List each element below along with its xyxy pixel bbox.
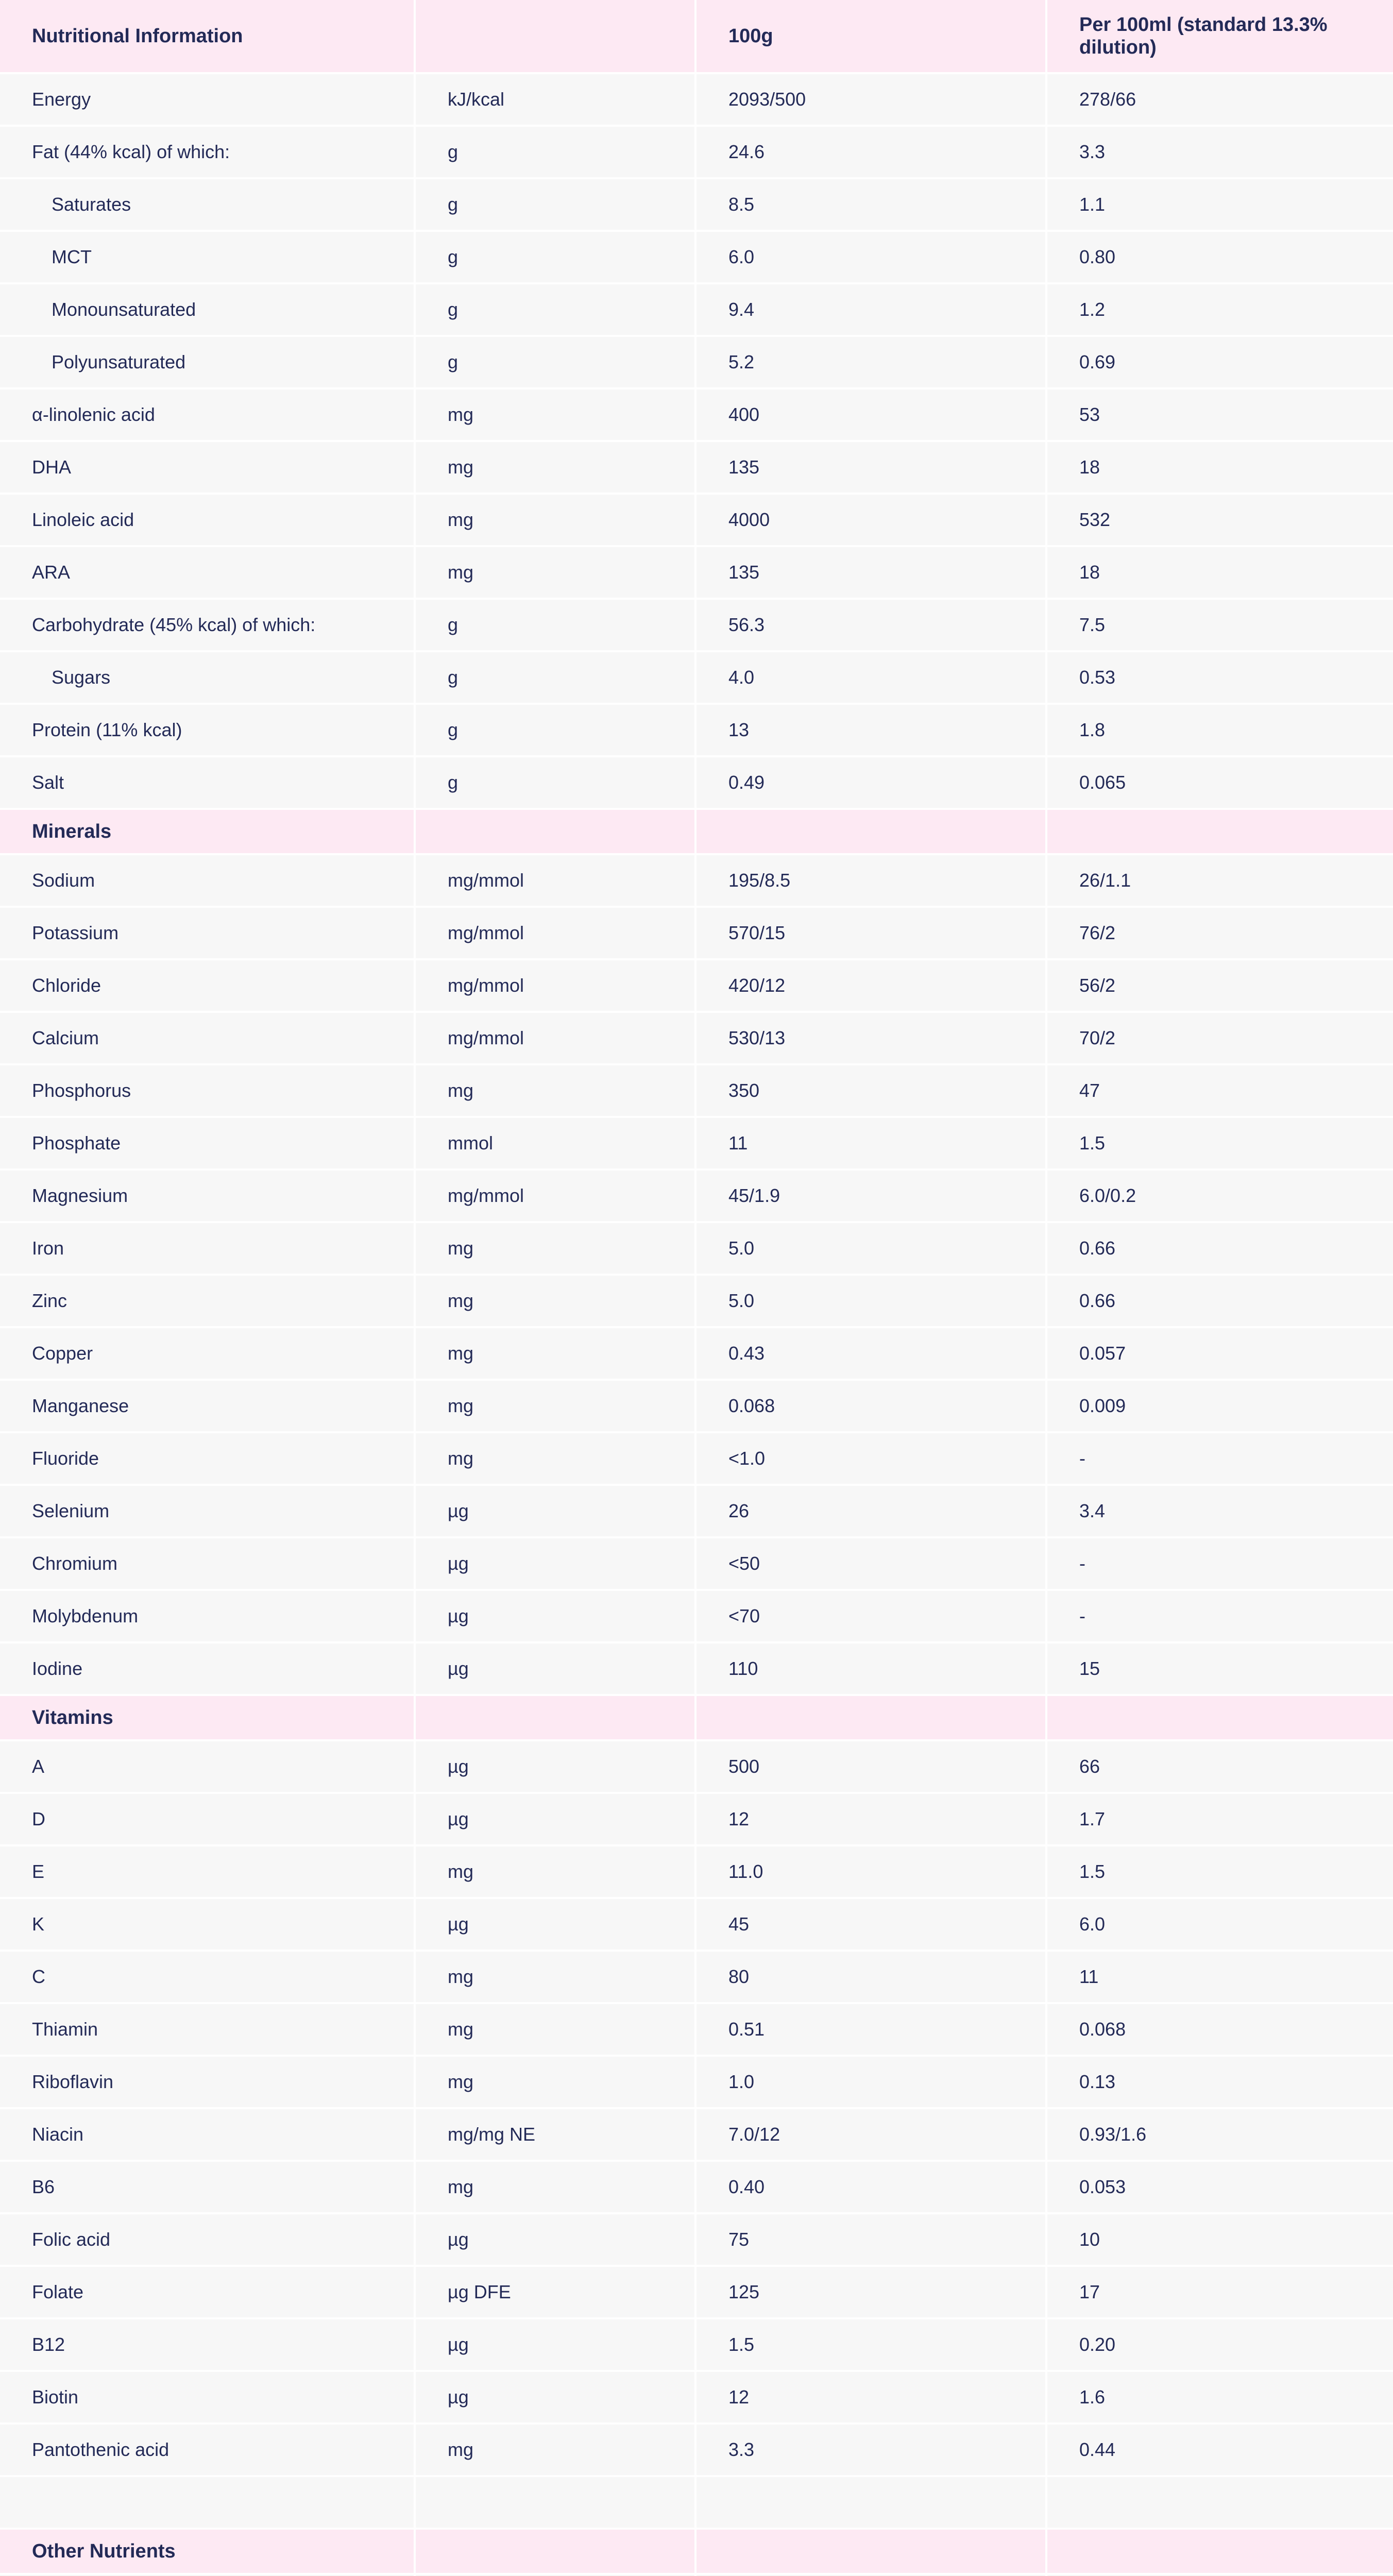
table-row [0,1170,1393,1222]
nutrient-name-cell [0,2476,415,2529]
table-row [0,1222,1393,1275]
nutrient-name-cell: Iodine [0,1642,415,1695]
per-100ml-value-cell: 6.0 [1046,1898,1393,1951]
table-row [0,441,1393,494]
nutrient-name-cell: Iron [0,1222,415,1275]
per-100ml-value-cell: 0.66 [1046,1222,1393,1275]
unit-cell: mg [415,2161,695,2213]
per-100g-value-cell: 110 [695,1642,1046,1695]
per-100g-value-cell: 12 [695,2371,1046,2424]
table-row [0,1537,1393,1590]
unit-cell: µg [415,1898,695,1951]
per-100g-value-cell: 0.43 [695,1327,1046,1380]
per-100ml-value-cell: 47 [1046,1064,1393,1117]
nutrient-name-cell: Riboflavin [0,2056,415,2108]
nutrient-name-cell: Chromium [0,1537,415,1590]
per-100g-value-cell: 9.4 [695,283,1046,336]
unit-cell: mg [415,494,695,546]
per-100ml-value-cell: 0.009 [1046,1380,1393,1432]
per-100ml-value-cell: - [1046,1537,1393,1590]
section-filler-cell [695,1695,1046,1740]
nutrient-name-cell: Thiamin [0,2003,415,2056]
nutrient-name-cell: DHA [0,441,415,494]
unit-cell: µg DFE [415,2266,695,2318]
nutrient-name-cell: Chloride [0,959,415,1012]
section-header-vitamins [0,1695,1393,1740]
per-100g-value-cell [695,2574,1046,2576]
unit-cell: µg [415,1590,695,1642]
per-100g-value-cell: 400 [695,388,1046,441]
nutrient-name-cell: Polyunsaturated [0,336,415,388]
per-100ml-value-cell: 0.44 [1046,2424,1393,2476]
nutrient-name-cell: Molybdenum [0,1590,415,1642]
table-row [0,2371,1393,2424]
nutrient-name-cell: Carbohydrate (45% kcal) of which: [0,599,415,651]
per-100g-value-cell: 125 [695,2266,1046,2318]
per-100g-value-cell: 0.40 [695,2161,1046,2213]
nutrient-name-cell [0,2574,415,2576]
nutrient-name-cell: Saturates [0,178,415,231]
table-row [0,2003,1393,2056]
section-title: Vitamins [0,1695,415,1740]
nutrient-name-cell: Biotin [0,2371,415,2424]
unit-cell: g [415,336,695,388]
unit-cell: mg [415,2424,695,2476]
unit-cell: mg/mmol [415,1012,695,1064]
nutrient-name-cell: B12 [0,2318,415,2371]
unit-cell [415,2574,695,2576]
per-100g-value-cell: 6.0 [695,231,1046,283]
nutrient-name-cell: MCT [0,231,415,283]
per-100ml-value-cell: 3.4 [1046,1485,1393,1537]
table-row [0,1064,1393,1117]
unit-cell: mg/mmol [415,854,695,907]
unit-cell: g [415,283,695,336]
per-100g-value-cell: 135 [695,441,1046,494]
nutrient-name-cell: Phosphate [0,1117,415,1170]
unit-cell [415,2476,695,2529]
section-header-minerals [0,809,1393,854]
per-100g-value-cell: 530/13 [695,1012,1046,1064]
per-100g-value-cell: 5.0 [695,1275,1046,1327]
table-row [0,2213,1393,2266]
blank-row [0,2476,1393,2529]
nutrient-name-cell: Copper [0,1327,415,1380]
table-row [0,546,1393,599]
unit-cell: mg [415,1064,695,1117]
nutrient-name-cell: Energy [0,73,415,126]
nutrient-name-cell: Phosphorus [0,1064,415,1117]
per-100ml-value-cell: 0.20 [1046,2318,1393,2371]
header-per-100g: 100g [695,0,1046,73]
table-header-row [0,0,1393,73]
nutrient-name-cell: Potassium [0,907,415,959]
per-100g-value-cell: 0.49 [695,756,1046,809]
per-100g-value-cell: 11.0 [695,1845,1046,1898]
nutrient-name-cell: D [0,1793,415,1845]
per-100ml-value-cell: 11 [1046,1951,1393,2003]
nutrient-name-cell: Fat (44% kcal) of which: [0,126,415,178]
section-filler-cell [1046,1695,1393,1740]
per-100g-value-cell [695,2476,1046,2529]
unit-cell: mg/mmol [415,959,695,1012]
table-row [0,283,1393,336]
per-100ml-value-cell: 0.93/1.6 [1046,2108,1393,2161]
section-filler-cell [695,809,1046,854]
table-row [0,388,1393,441]
table-row [0,231,1393,283]
unit-cell: g [415,756,695,809]
unit-cell: kJ/kcal [415,73,695,126]
per-100g-value-cell: 420/12 [695,959,1046,1012]
nutrient-name-cell: B6 [0,2161,415,2213]
per-100ml-value-cell [1046,2574,1393,2576]
unit-cell: mg [415,388,695,441]
nutrient-name-cell: Fluoride [0,1432,415,1485]
section-filler-cell [1046,809,1393,854]
nutrient-name-cell: Protein (11% kcal) [0,704,415,756]
per-100g-value-cell: 80 [695,1951,1046,2003]
unit-cell: mg [415,2003,695,2056]
table-row [0,178,1393,231]
header-nutritional-information: Nutritional Information [0,0,415,73]
unit-cell: mg [415,1432,695,1485]
table-row [0,2056,1393,2108]
per-100ml-value-cell: 15 [1046,1642,1393,1695]
table-body [0,73,1393,2576]
unit-cell: µg [415,2371,695,2424]
unit-cell: mg [415,1951,695,2003]
nutrient-name-cell: Magnesium [0,1170,415,1222]
per-100g-value-cell: 56.3 [695,599,1046,651]
per-100ml-value-cell: 0.065 [1046,756,1393,809]
table-row [0,2574,1393,2576]
per-100g-value-cell: <1.0 [695,1432,1046,1485]
per-100ml-value-cell [1046,2476,1393,2529]
per-100ml-value-cell: 56/2 [1046,959,1393,1012]
per-100g-value-cell: 75 [695,2213,1046,2266]
per-100g-value-cell: 7.0/12 [695,2108,1046,2161]
per-100g-value-cell: 2093/500 [695,73,1046,126]
table-row [0,1898,1393,1951]
per-100ml-value-cell: 1.2 [1046,283,1393,336]
unit-cell: g [415,651,695,704]
unit-cell: mg [415,2056,695,2108]
per-100ml-value-cell: 0.053 [1046,2161,1393,2213]
table-row [0,704,1393,756]
header-per-100ml: Per 100ml (standard 13.3% dilution) [1046,0,1393,73]
per-100ml-value-cell: - [1046,1432,1393,1485]
unit-cell: g [415,704,695,756]
unit-cell: mg [415,1845,695,1898]
unit-cell: g [415,231,695,283]
per-100ml-value-cell: 70/2 [1046,1012,1393,1064]
section-filler-cell [695,2529,1046,2574]
table-row [0,1793,1393,1845]
table-row [0,1590,1393,1642]
per-100ml-value-cell: 66 [1046,1740,1393,1793]
unit-cell: µg [415,1537,695,1590]
table-row [0,2108,1393,2161]
unit-cell: g [415,126,695,178]
section-filler-cell [1046,2529,1393,2574]
nutrient-name-cell: Zinc [0,1275,415,1327]
per-100g-value-cell: 1.0 [695,2056,1046,2108]
unit-cell: mg [415,1275,695,1327]
per-100ml-value-cell: 1.6 [1046,2371,1393,2424]
unit-cell: µg [415,2213,695,2266]
unit-cell: mg/mmol [415,907,695,959]
unit-cell: g [415,178,695,231]
section-filler-cell [415,809,695,854]
unit-cell: mg [415,441,695,494]
table-row [0,2266,1393,2318]
per-100g-value-cell: 0.068 [695,1380,1046,1432]
table-row [0,336,1393,388]
per-100ml-value-cell: 76/2 [1046,907,1393,959]
unit-cell: mg/mg NE [415,2108,695,2161]
nutrient-name-cell: Niacin [0,2108,415,2161]
per-100ml-value-cell: 532 [1046,494,1393,546]
per-100g-value-cell: 11 [695,1117,1046,1170]
per-100g-value-cell: 5.0 [695,1222,1046,1275]
table-row [0,1642,1393,1695]
nutrient-name-cell: Salt [0,756,415,809]
table-row [0,1275,1393,1327]
per-100ml-value-cell: 0.66 [1046,1275,1393,1327]
unit-cell: mg [415,1222,695,1275]
nutrient-name-cell: K [0,1898,415,1951]
per-100g-value-cell: 5.2 [695,336,1046,388]
per-100ml-value-cell: 0.068 [1046,2003,1393,2056]
per-100ml-value-cell: - [1046,1590,1393,1642]
nutrient-name-cell: A [0,1740,415,1793]
per-100g-value-cell: <50 [695,1537,1046,1590]
per-100g-value-cell: 500 [695,1740,1046,1793]
per-100ml-value-cell: 1.1 [1046,178,1393,231]
per-100g-value-cell: 12 [695,1793,1046,1845]
unit-cell: µg [415,1740,695,1793]
nutrient-name-cell: Folate [0,2266,415,2318]
nutrient-name-cell: Monounsaturated [0,283,415,336]
per-100g-value-cell: 195/8.5 [695,854,1046,907]
nutrient-name-cell: Selenium [0,1485,415,1537]
table-row [0,1845,1393,1898]
per-100g-value-cell: 8.5 [695,178,1046,231]
table-row [0,2424,1393,2476]
table-row [0,73,1393,126]
per-100ml-value-cell: 7.5 [1046,599,1393,651]
per-100ml-value-cell: 1.7 [1046,1793,1393,1845]
per-100g-value-cell: 4.0 [695,651,1046,704]
per-100g-value-cell: 45/1.9 [695,1170,1046,1222]
table-row [0,2318,1393,2371]
per-100g-value-cell: 24.6 [695,126,1046,178]
unit-cell: mmol [415,1117,695,1170]
per-100ml-value-cell: 26/1.1 [1046,854,1393,907]
table-row [0,907,1393,959]
per-100ml-value-cell: 0.53 [1046,651,1393,704]
section-filler-cell [415,2529,695,2574]
per-100ml-value-cell: 1.5 [1046,1845,1393,1898]
unit-cell: mg/mmol [415,1170,695,1222]
per-100ml-value-cell: 0.13 [1046,2056,1393,2108]
per-100g-value-cell: 13 [695,704,1046,756]
unit-cell: µg [415,1485,695,1537]
per-100ml-value-cell: 3.3 [1046,126,1393,178]
table-row [0,854,1393,907]
unit-cell: mg [415,1327,695,1380]
table-row [0,494,1393,546]
nutrient-name-cell: Sugars [0,651,415,704]
table-row [0,599,1393,651]
per-100g-value-cell: 45 [695,1898,1046,1951]
unit-cell: mg [415,1380,695,1432]
nutrient-name-cell: ARA [0,546,415,599]
section-title: Minerals [0,809,415,854]
per-100g-value-cell: 3.3 [695,2424,1046,2476]
per-100g-value-cell: <70 [695,1590,1046,1642]
unit-cell: g [415,599,695,651]
nutrient-name-cell: Folic acid [0,2213,415,2266]
per-100ml-value-cell: 18 [1046,546,1393,599]
table-row [0,1432,1393,1485]
table-row [0,1117,1393,1170]
per-100g-value-cell: 0.51 [695,2003,1046,2056]
per-100ml-value-cell: 1.8 [1046,704,1393,756]
table-row [0,126,1393,178]
per-100g-value-cell: 1.5 [695,2318,1046,2371]
per-100ml-value-cell: 1.5 [1046,1117,1393,1170]
nutrient-name-cell: E [0,1845,415,1898]
unit-cell: mg [415,546,695,599]
table-row [0,1012,1393,1064]
section-title: Other Nutrients [0,2529,415,2574]
per-100ml-value-cell: 18 [1046,441,1393,494]
nutrient-name-cell: Sodium [0,854,415,907]
per-100g-value-cell: 350 [695,1064,1046,1117]
nutrient-name-cell: Calcium [0,1012,415,1064]
unit-cell: µg [415,1642,695,1695]
table-row [0,1327,1393,1380]
nutrient-name-cell: Pantothenic acid [0,2424,415,2476]
table-row [0,651,1393,704]
per-100ml-value-cell: 53 [1046,388,1393,441]
per-100ml-value-cell: 6.0/0.2 [1046,1170,1393,1222]
table-row [0,1380,1393,1432]
section-filler-cell [415,1695,695,1740]
table-row [0,1485,1393,1537]
per-100g-value-cell: 4000 [695,494,1046,546]
per-100ml-value-cell: 10 [1046,2213,1393,2266]
per-100ml-value-cell: 0.80 [1046,231,1393,283]
table-row [0,1740,1393,1793]
per-100ml-value-cell: 17 [1046,2266,1393,2318]
per-100g-value-cell: 26 [695,1485,1046,1537]
per-100g-value-cell: 570/15 [695,907,1046,959]
per-100ml-value-cell: 0.69 [1046,336,1393,388]
section-header-other-nutrients [0,2529,1393,2574]
table-row [0,756,1393,809]
table-row [0,959,1393,1012]
nutrient-name-cell: C [0,1951,415,2003]
per-100ml-value-cell: 278/66 [1046,73,1393,126]
unit-cell: µg [415,1793,695,1845]
nutrient-name-cell: Manganese [0,1380,415,1432]
header-unit [415,0,695,73]
per-100ml-value-cell: 0.057 [1046,1327,1393,1380]
table-row [0,1951,1393,2003]
unit-cell: µg [415,2318,695,2371]
table-row [0,2161,1393,2213]
nutrient-name-cell: Linoleic acid [0,494,415,546]
nutrient-name-cell: α-linolenic acid [0,388,415,441]
per-100g-value-cell: 135 [695,546,1046,599]
